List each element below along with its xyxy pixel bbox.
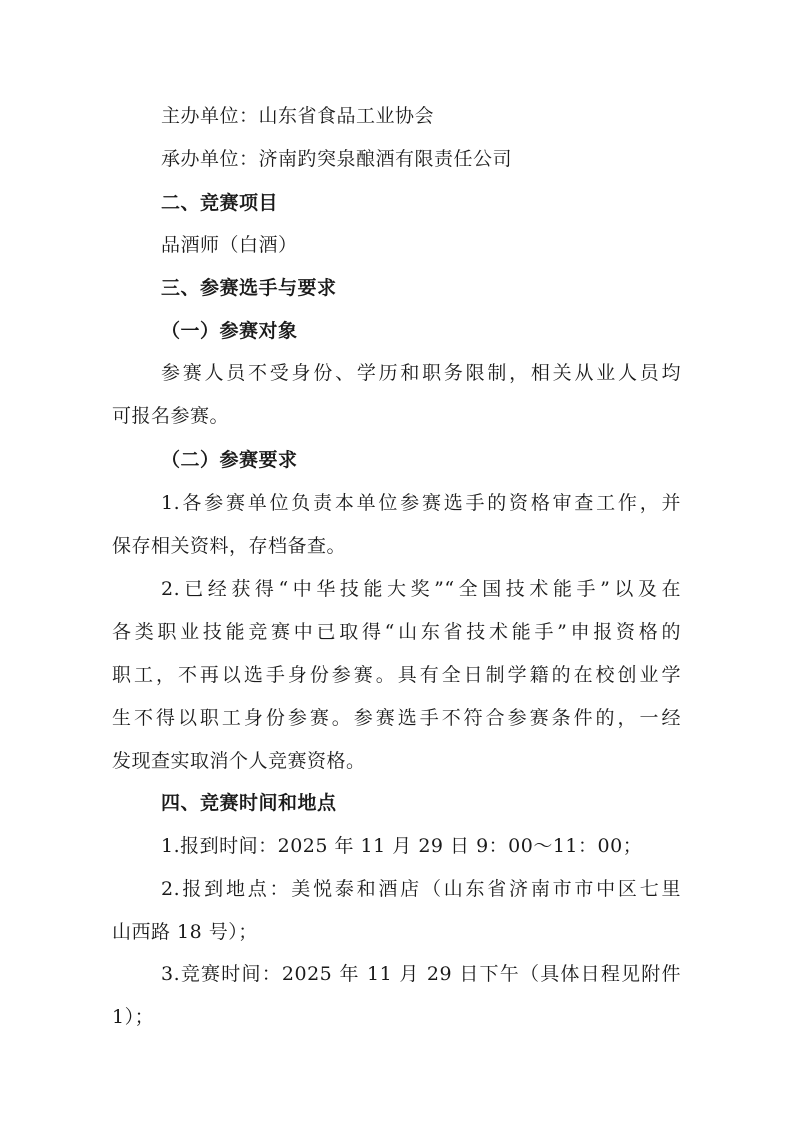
requirement-1-line-1: 1.各参赛单位负责本单位参赛选手的资格审查工作，并 xyxy=(161,492,681,514)
section-2-heading: 二、竞赛项目 xyxy=(161,192,279,214)
subsection-2-heading: （二）参赛要求 xyxy=(161,449,298,471)
organizer-line: 主办单位：山东省食品工业协会 xyxy=(161,105,435,127)
section-3-heading: 三、参赛选手与要求 xyxy=(161,277,337,299)
competition-time-line-1: 3.竞赛时间：2025 年 11 月 29 日下午（具体日程见附件 xyxy=(161,963,681,985)
checkin-time: 1.报到时间：2025 年 11 月 29 日 9：00～11：00； xyxy=(161,835,643,857)
checkin-location-line-2: 山西路 18 号）； xyxy=(112,921,258,943)
requirement-2-line-4: 生不得以职工身份参赛。参赛选手不符合参赛条件的，一经 xyxy=(112,707,681,729)
section-4-heading: 四、竞赛时间和地点 xyxy=(161,792,337,814)
eligibility-line-1: 参赛人员不受身份、学历和职务限制，相关从业人员均 xyxy=(161,362,681,384)
co-organizer-line: 承办单位：济南趵突泉酿酒有限责任公司 xyxy=(161,148,513,170)
subsection-1-heading: （一）参赛对象 xyxy=(161,320,298,342)
competition-time-line-2: 1）； xyxy=(112,1006,155,1028)
requirement-2-line-1: 2.已经获得“中华技能大奖”“全国技术能手”以及在 xyxy=(161,578,681,600)
checkin-location-line-1: 2.报到地点：美悦泰和酒店（山东省济南市市中区七里 xyxy=(161,878,681,900)
requirement-2-line-2: 各类职业技能竞赛中已取得“山东省技术能手”申报资格的 xyxy=(112,621,681,643)
requirement-1-line-2: 保存相关资料，存档备查。 xyxy=(112,535,347,557)
requirement-2-line-5: 发现查实取消个人竞赛资格。 xyxy=(112,750,366,772)
eligibility-line-2: 可报名参赛。 xyxy=(112,405,230,427)
competition-item: 品酒师（白酒） xyxy=(161,234,298,256)
requirement-2-line-3: 职工，不再以选手身份参赛。具有全日制学籍的在校创业学 xyxy=(112,664,681,686)
